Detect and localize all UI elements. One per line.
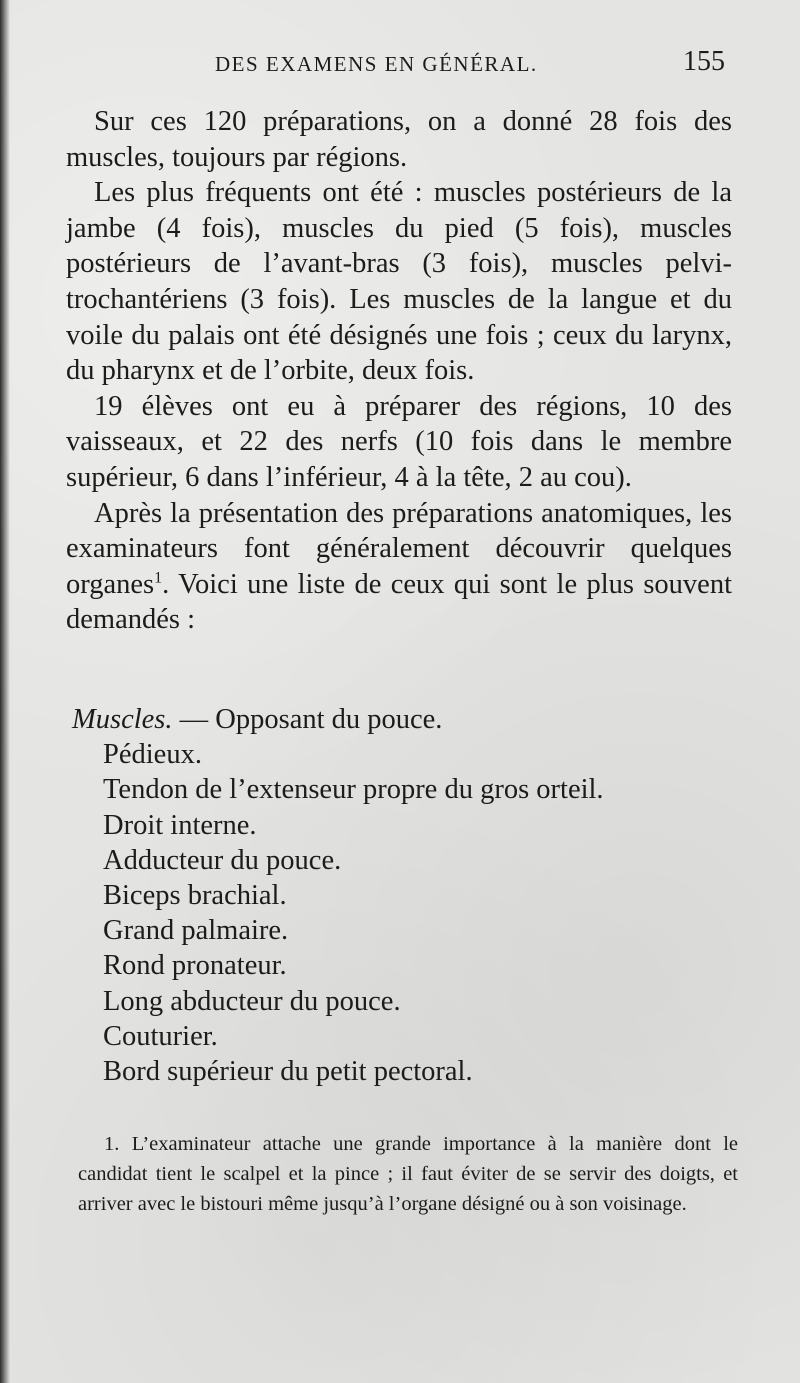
footnote-marker: 1. [104,1133,120,1155]
running-head [0,46,800,82]
organs-intro-text: Après la présentation des préparations anatomiques, les examinateurs font généralement découvrir quelques organes [66,497,732,600]
muscle-list-item: Tendon de l’extenseur propre du gros orteil. [103,774,604,806]
muscle-list-item: Droit interne. [103,809,257,841]
muscle-list-item: Biceps brachial. [103,880,287,912]
muscle-list-item: Adducteur du pouce. [103,844,342,876]
body-text [66,104,732,638]
footnote-paragraph [78,1129,738,1219]
page-edge-shadow [0,0,10,1383]
muscle-list-item: Couturier. [103,1020,218,1052]
muscle-list-item: Long abducteur du pouce. [103,985,401,1017]
running-title: DES EXAMENS EN GÉNÉRAL. [215,52,538,76]
page-number: 155 [683,46,725,77]
muscle-list-item: Grand palmaire. [103,915,289,947]
footnote-reference: 1 [154,569,163,587]
organs-intro-continuation: . Voici une liste de ceux qui sont le plus souvent demandés : [66,568,732,636]
muscle-list-first-item: Opposant du pouce. [215,704,443,735]
paragraph-organs-intro [66,496,732,638]
paragraph-regions-vessels-nerves: 19 élèves ont eu à préparer des régions, 10 des vaisseaux, et 22 des nerfs (10 fois dans le membre supérieur, 6 dans l’inférieur, 4 à la tête, 2 au cou). [66,390,732,493]
muscle-list [72,702,732,1089]
paragraph-frequent-muscles: Les plus fréquents ont été : muscles postérieurs de la jambe (4 fois), muscles du pied (5 fois), muscles postérieurs de l’avant-bras (3 fois), muscles pelvi-trochantériens (3 fois). Les muscles de la langue et du voile du palais ont été désignés une fois ; ceux du larynx, du pharynx et de l’orbite, deux fois. [66,177,732,387]
muscle-list-label: Muscles. [72,704,173,735]
muscle-list-item: Pédieux. [103,739,202,771]
muscle-list-heading [72,702,732,737]
paragraph-preparations-count: Sur ces 120 préparations, on a donné 28 fois des muscles, toujours par régions. [66,106,732,173]
footnote-text: L’examinateur attache une grande importance à la manière dont le candidat tient le scalpel et la pince ; il faut éviter de se servir des doigts, et arriver avec le bistouri même jusqu’à l’organe désigné ou à son voisinage. [78,1133,739,1215]
muscle-list-item: Rond pronateur. [103,950,287,982]
footnote [78,1129,738,1219]
muscle-list-dash: — [172,704,216,735]
muscle-list-item: Bord supérieur du petit pectoral. [103,1056,473,1088]
